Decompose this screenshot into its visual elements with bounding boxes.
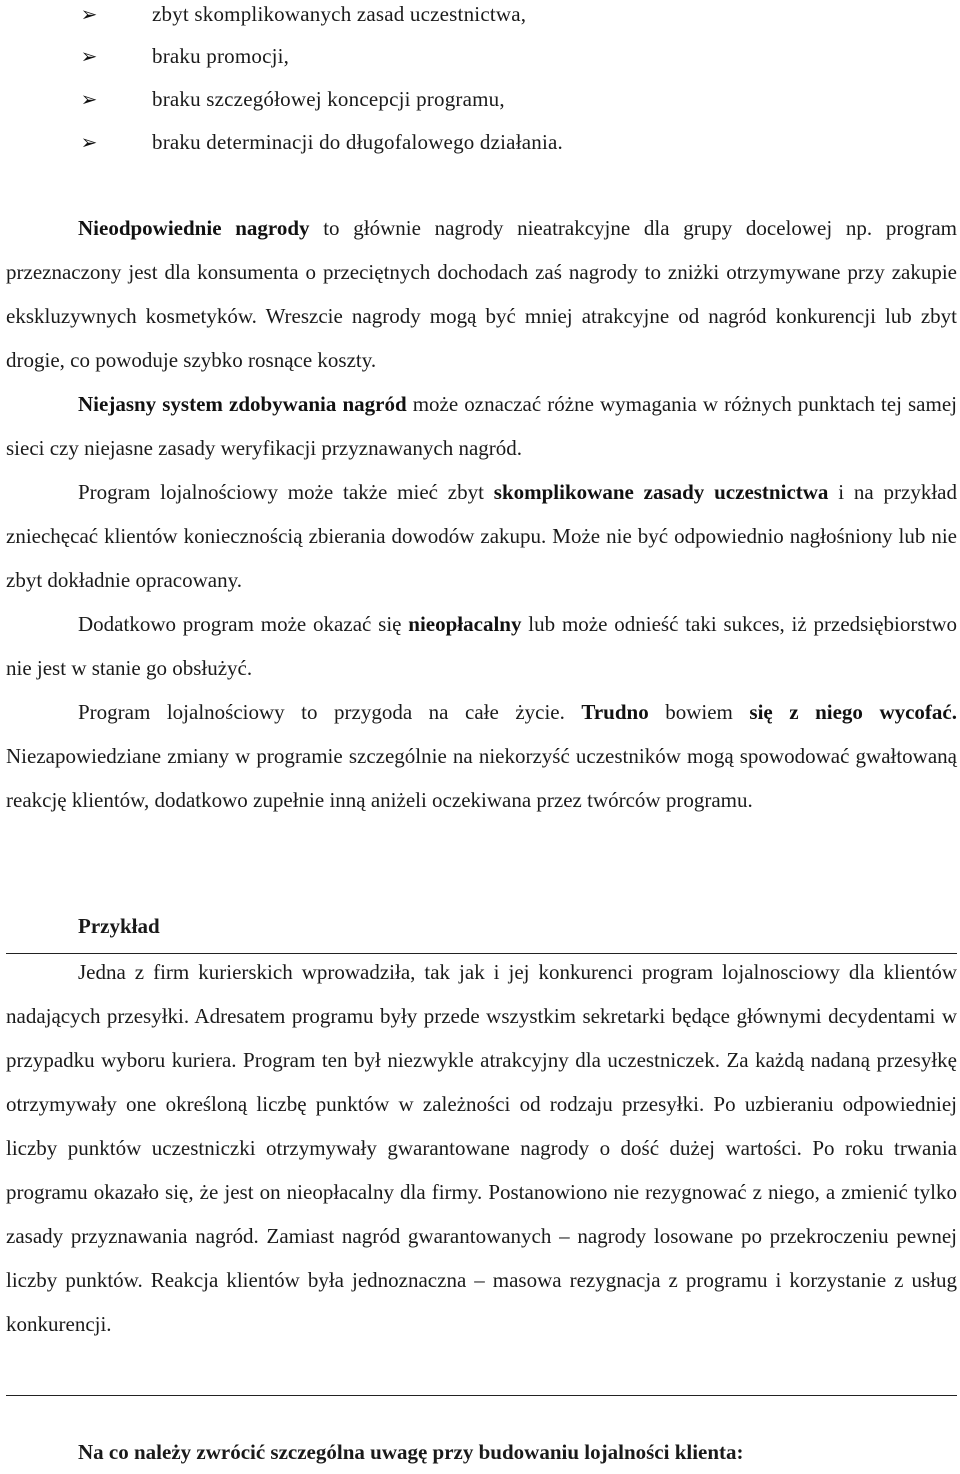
section-heading: Na co należy zwrócić szczególna uwagę przy budowaniu lojalności klienta: xyxy=(78,1440,744,1464)
arrowhead-bullet-icon: ➢ xyxy=(80,2,98,26)
paragraph-lifelong-commitment: Program lojalnościowy to przygoda na całe życie. Trudno bowiem się z niego wycofać. Niezapowiedziane zmiany w programie szczególnie na niekorzyść uczestników mogą spowodować gwałtowaną reakcję klientów, dodatkowo zupełnie inną aniżeli oczekiwana przez twórców programu. xyxy=(6,700,957,812)
arrowhead-bullet-icon: ➢ xyxy=(80,130,98,154)
paragraph-unprofitable: Dodatkowo program może okazać się nieopłacalny lub może odnieść taki sukces, iż przedsiębiorstwo nie jest w stanie go obsłużyć. xyxy=(6,612,957,680)
list-item xyxy=(0,120,960,164)
bold-term: skomplikowane zasady uczestnictwa xyxy=(493,480,829,504)
example-box xyxy=(6,950,957,1346)
bold-term: Niejasny system zdobywania nagród xyxy=(78,392,407,416)
example-text: Jedna z firm kurierskich wprowadziła, tak jak i jej konkurenci program lojalnosciowy dla klientów nadających przesyłki. Adresatem programu były przede wszystkim sekretarki będące głównymi decydentami w przypadku wyboru kuriera. Program ten był niezwykle atrakcyjny dla uczestniczek. Za każdą nadaną przesyłkę otrzymywały one określoną liczbę punktów w zależności od rodzaju przesyłki. Po uzbieraniu odpowiedniej liczby punktów uczestniczki otrzymywały gwarantowane nagrody o dość dużej wartości. Po roku trwania programu okazało się, że jest on nieopłacalny dla firmy. Postanowiono nie rezygnować z niego, a zmienić tylko zasady przyznawania nagród. Zamiast nagród gwarantowanych – nagrody losowane po przekroczeniu pewnej liczby punktów. Reakcja klientów była jednoznaczna – masowa rezygnacja z programu i korzystanie z usług konkurencji. xyxy=(6,960,957,1336)
example-heading: Przykład xyxy=(78,914,160,938)
list-item xyxy=(0,0,960,36)
list-item-text: braku szczegółowej koncepcji programu, xyxy=(152,87,505,111)
bold-term: Nieodpowiednie nagrody xyxy=(78,216,310,240)
list-item xyxy=(0,77,960,121)
paragraph-unclear-system: Niejasny system zdobywania nagród może oznaczać różne wymagania w różnych punktach tej samej sieci czy niejasne zasady weryfikacji przyznawanych nagród. xyxy=(6,392,957,460)
bold-term: nieopłacalny xyxy=(408,612,522,636)
list-item-text: zbyt skomplikowanych zasad uczestnictwa, xyxy=(152,2,527,26)
paragraph-inadequate-rewards: Nieodpowiednie nagrody to głównie nagrody nieatrakcyjne dla grupy docelowej np. program przeznaczony jest dla konsumenta o przeciętnych dochodach zaś nagrody to zniżki otrzymywane przy zakupie ekskluzywnych kosmetyków. Wreszcie nagrody mogą być mniej atrakcyjne od nagród konkurencji lub zbyt drogie, co powoduje szybko rosnące koszty. xyxy=(6,216,957,372)
bold-term: się z niego wycofać. xyxy=(749,700,957,724)
bold-term: Trudno xyxy=(581,700,649,724)
arrowhead-bullet-icon: ➢ xyxy=(80,87,98,111)
paragraph-complicated-rules: Program lojalnościowy może także mieć zbyt skomplikowane zasady uczestnictwa i na przykład zniechęcać klientów koniecznością zbierania dowodów zakupu. Może nie być odpowiednio nagłośniony lub nie zbyt dokładnie opracowany. xyxy=(6,480,958,592)
list-item-text: braku determinacji do długofalowego działania. xyxy=(152,130,563,154)
arrowhead-bullet-icon: ➢ xyxy=(80,44,98,68)
list-item xyxy=(0,34,960,78)
list-item-text: braku promocji, xyxy=(152,44,290,68)
body-text xyxy=(6,206,957,822)
example-bottom-rule xyxy=(6,1395,957,1396)
